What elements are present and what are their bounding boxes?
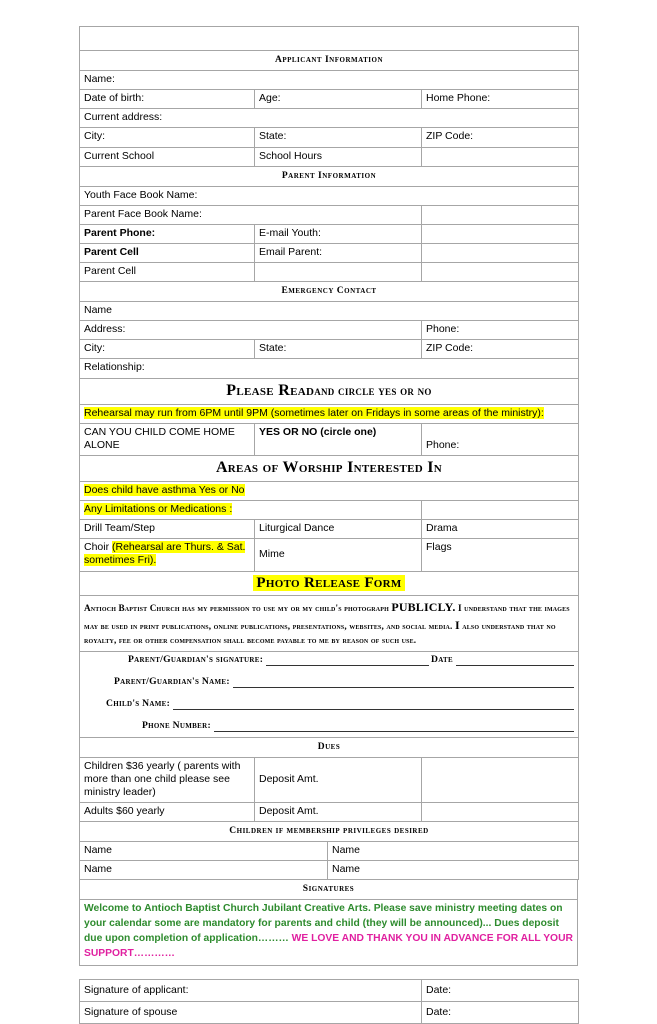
- emergency-section-label: Emergency Contact: [281, 286, 377, 297]
- limitations-question-cell: [80, 501, 422, 520]
- parent-guardian-name-row: [84, 676, 574, 688]
- field-youth-facebook-name[interactable]: Youth Face Book Name:: [80, 186, 579, 205]
- document-title-cell: [80, 27, 579, 51]
- field-email-parent[interactable]: Email Parent:: [255, 243, 422, 262]
- field-zip-code[interactable]: ZIP Code:: [422, 128, 579, 147]
- option-liturgical-dance[interactable]: Liturgical Dance: [255, 520, 422, 539]
- option-choir[interactable]: [80, 539, 255, 571]
- worship-banner-text: Areas of Worship Interested In: [215, 458, 443, 476]
- please-read-banner-row: [80, 378, 579, 404]
- table-row: [80, 980, 579, 1002]
- phone-number-row: [84, 720, 574, 732]
- date-applicant[interactable]: Date:: [422, 980, 579, 1002]
- dues-children-blank[interactable]: [422, 757, 579, 802]
- applicant-section-header: [80, 51, 579, 71]
- dues-children-fee: Children $36 yearly ( parents with more than one child please see ministry leader): [80, 757, 255, 802]
- table-row: [80, 243, 579, 262]
- table-row: [80, 1002, 579, 1024]
- option-choir-note: (Rehearsal are Thurs. & Sat. sometimes Fri).: [84, 541, 246, 567]
- child-name-line[interactable]: [173, 699, 574, 710]
- field-emergency-zip[interactable]: ZIP Code:: [422, 340, 579, 359]
- table-row: [80, 302, 579, 321]
- field-school-blank[interactable]: [422, 147, 579, 166]
- release-part-2: I understand that the images may be used in print publications, online publications, presentations, websites, and social media.: [84, 603, 570, 632]
- field-city[interactable]: City:: [80, 128, 255, 147]
- emergency-section-header-row: [80, 282, 579, 302]
- table-row: [80, 321, 579, 340]
- parent-guardian-signature-label: Parent/Guardian's signature:: [128, 654, 264, 666]
- child-name-field-4[interactable]: Name: [328, 861, 579, 880]
- photo-release-body-cell: [80, 596, 579, 652]
- field-parent-facebook-name[interactable]: Parent Face Book Name:: [80, 205, 422, 224]
- please-read-sub-text: and circle yes or no: [314, 383, 432, 398]
- release-i: I: [454, 618, 460, 633]
- table-row: [80, 340, 579, 359]
- applicant-section-label: Applicant Information: [274, 55, 384, 66]
- table-row: [80, 109, 579, 128]
- worship-banner-row: [80, 455, 579, 481]
- field-parent-cell-2-mid[interactable]: [255, 263, 422, 282]
- table-row: [80, 520, 579, 539]
- signature-of-spouse[interactable]: Signature of spouse: [80, 1002, 422, 1024]
- child-name-row: [84, 698, 574, 710]
- table-row: [80, 90, 579, 109]
- phone-number-label: Phone Number:: [142, 720, 211, 731]
- field-parent-cell-2-blank[interactable]: [422, 263, 579, 282]
- field-current-address[interactable]: Current address:: [80, 109, 579, 128]
- photo-release-paragraph: [84, 598, 574, 648]
- limitations-blank[interactable]: [422, 501, 579, 520]
- child-name-label: Child's Name:: [106, 698, 171, 710]
- phone-number-line[interactable]: [214, 721, 574, 732]
- home-alone-question: CAN YOU CHILD COME HOME ALONE: [80, 423, 255, 455]
- signature-of-applicant[interactable]: Signature of applicant:: [80, 980, 422, 1002]
- parent-section-header: [80, 166, 579, 186]
- main-form-table: [79, 26, 579, 842]
- table-row: [80, 539, 579, 571]
- table-row: [80, 263, 579, 282]
- table-row: [80, 423, 579, 455]
- asthma-question-text[interactable]: Does child have asthma Yes or No: [84, 483, 245, 496]
- parent-section-label: Parent Information: [281, 170, 377, 181]
- table-row: [80, 224, 579, 243]
- photo-release-body-row: [80, 596, 579, 652]
- welcome-message: [84, 902, 573, 962]
- table-row: [80, 359, 579, 378]
- field-parent-phone-blank[interactable]: [422, 224, 579, 243]
- limitations-question-text[interactable]: Any Limitations or Medications :: [84, 503, 233, 515]
- table-row: [80, 205, 579, 224]
- date-spouse[interactable]: Date:: [422, 1002, 579, 1024]
- field-home-phone[interactable]: Home Phone:: [422, 90, 579, 109]
- photo-release-title: Photo Release Form: [253, 575, 404, 591]
- welcome-love-text: WE LOVE AND THANK YOU IN ADVANCE FOR ALL YOUR SUPPORT…………: [84, 933, 573, 960]
- field-email-youth[interactable]: E-mail Youth:: [255, 224, 422, 243]
- children-privileges-header-row: [80, 822, 579, 842]
- field-current-school[interactable]: Current School: [80, 147, 255, 166]
- signatures-section-header: [80, 880, 578, 900]
- parent-guardian-name-line[interactable]: [233, 677, 574, 688]
- dues-section-header-row: [80, 737, 579, 757]
- rehearsal-notice-cell: [80, 404, 579, 423]
- child-name-field-1[interactable]: Name: [80, 842, 328, 861]
- table-row: [80, 71, 579, 90]
- parent-guardian-name-label: Parent/Guardian's Name:: [114, 676, 230, 688]
- table-row: [80, 501, 579, 520]
- dues-section-header: [80, 737, 579, 757]
- table-row: [80, 186, 579, 205]
- children-privileges-header: [80, 822, 579, 842]
- field-emergency-state[interactable]: State:: [255, 340, 422, 359]
- table-row: [80, 803, 579, 822]
- please-read-banner: [80, 378, 579, 404]
- field-emergency-relationship[interactable]: Relationship:: [80, 359, 579, 378]
- home-alone-phone[interactable]: Phone:: [422, 423, 579, 455]
- emergency-section-header: [80, 282, 579, 302]
- release-publicly: PUBLICLY.: [391, 600, 456, 615]
- document-title-row: [80, 27, 579, 51]
- option-drama[interactable]: Drama: [422, 520, 579, 539]
- photo-release-signature-cell: [80, 652, 579, 738]
- table-row: [80, 404, 579, 423]
- field-date-of-birth[interactable]: Date of birth:: [80, 90, 255, 109]
- worship-banner: [80, 455, 579, 481]
- release-part-1: Antioch Baptist Church has my permission to use my or my child's photograph: [84, 603, 392, 614]
- field-parent-cell-2[interactable]: Parent Cell: [80, 263, 255, 282]
- home-alone-options[interactable]: YES OR NO (circle one): [255, 423, 422, 455]
- option-mime[interactable]: Mime: [255, 539, 422, 571]
- field-emergency-city[interactable]: City:: [80, 340, 255, 359]
- parent-section-header-row: [80, 166, 579, 186]
- date-line[interactable]: [456, 655, 574, 666]
- table-row: [80, 757, 579, 802]
- photo-release-signature-row: [80, 652, 579, 738]
- field-parent-cell-blank[interactable]: [422, 243, 579, 262]
- field-name[interactable]: Name:: [80, 71, 579, 90]
- dues-adults-blank[interactable]: [422, 803, 579, 822]
- welcome-green-text: Welcome to Antioch Baptist Church Jubilant Creative Arts. Please save ministry meeting dates on your calendar some are mandatory for parents and child (they will be announced)... Dues deposit due upon completion of application………: [84, 903, 563, 945]
- children-names-table: [79, 841, 579, 880]
- field-emergency-name[interactable]: Name: [80, 302, 579, 321]
- field-age[interactable]: Age:: [255, 90, 422, 109]
- rehearsal-notice-text: Rehearsal may run from 6PM until 9PM (sometimes later on Fridays in some areas of the ministry):: [84, 406, 544, 419]
- table-row: [80, 861, 579, 880]
- field-parent-facebook-blank[interactable]: [422, 205, 579, 224]
- dues-section-label: Dues: [317, 741, 341, 752]
- child-name-field-3[interactable]: Name: [80, 861, 328, 880]
- field-emergency-phone[interactable]: Phone:: [422, 321, 579, 340]
- please-read-main-text: Please Read: [226, 381, 315, 399]
- page-title: Jubilant Membership Application: [209, 30, 449, 46]
- option-flags[interactable]: Flags: [422, 539, 579, 571]
- signatures-section-header-row: [80, 880, 578, 900]
- applicant-section-header-row: [80, 51, 579, 71]
- photo-release-title-row: [80, 571, 579, 596]
- signatures-section-label: Signatures: [302, 884, 355, 895]
- table-row: [80, 842, 579, 861]
- welcome-message-row: [80, 900, 578, 966]
- signatures-welcome-table: [79, 879, 578, 966]
- date-label: Date: [430, 654, 453, 666]
- parent-guardian-signature-line[interactable]: [266, 655, 429, 666]
- field-emergency-address[interactable]: Address:: [80, 321, 422, 340]
- field-parent-phone[interactable]: Parent Phone:: [80, 224, 255, 243]
- option-choir-label: Choir: [84, 541, 113, 554]
- dues-adults-fee: Adults $60 yearly: [80, 803, 255, 822]
- bottom-signature-table: [79, 979, 579, 1024]
- welcome-message-cell: [80, 900, 578, 966]
- dues-children-deposit[interactable]: Deposit Amt.: [255, 757, 422, 802]
- asthma-question-cell: [80, 481, 579, 500]
- children-privileges-label: Children if membership privileges desired: [229, 826, 429, 837]
- table-row: [80, 147, 579, 166]
- parent-guardian-signature-row: [84, 654, 574, 666]
- table-row: [80, 481, 579, 500]
- table-row: [80, 128, 579, 147]
- option-drill-team[interactable]: Drill Team/Step: [80, 520, 255, 539]
- dues-adults-deposit[interactable]: Deposit Amt.: [255, 803, 422, 822]
- field-parent-cell[interactable]: Parent Cell: [80, 243, 255, 262]
- photo-release-title-cell: [80, 571, 579, 596]
- child-name-field-2[interactable]: Name: [328, 842, 579, 861]
- release-part-3: also understand that no royalty, fee or other compensation shall become payable to me by reason of such use.: [84, 621, 556, 646]
- field-school-hours[interactable]: School Hours: [255, 147, 422, 166]
- field-state[interactable]: State:: [255, 128, 422, 147]
